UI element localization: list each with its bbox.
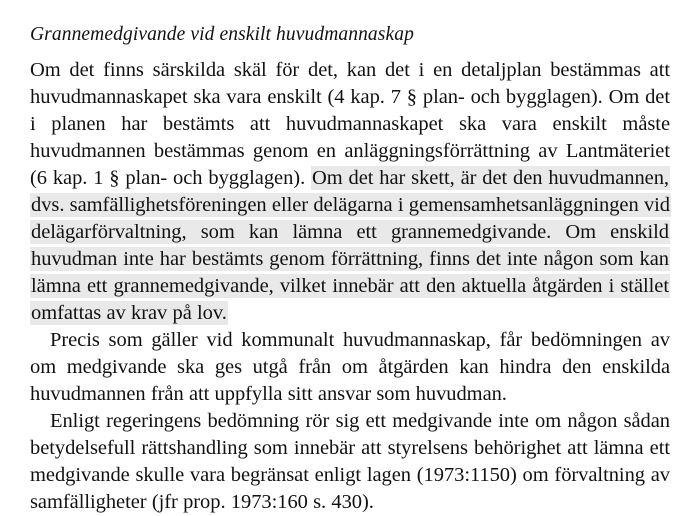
paragraph-2-segment-plain: Precis som gäller vid kommunalt huvudmannaskap, får bedömningen av om medgivande ska ges utgå från om åtgärden kan hindra den enskilda huvudmannen från att uppfylla sitt ansvar som huvudman.: [30, 329, 670, 405]
section-heading: Grannemedgivande vid enskilt huvudmannaskap: [30, 24, 414, 45]
paragraph-1: [30, 57, 670, 327]
paragraph-1-segment-plain: Om det finns särskilda skäl för det, kan det i en detaljplan bestämmas att huvudmannaskapet ska vara enskilt (4 kap. 7 § plan- och bygglagen). Om det i planen har bestämts att huvudmannaskapet ska vara enskilt måste huvudmannen bestämmas genom en anläggningsförrättning av Lantmäteriet (6 kap. 1 § plan- och bygglagen).: [30, 59, 670, 189]
paragraph-1-segment-highlighted: Om det har skett, är det den huvudmannen, dvs. samfällighetsföreningen eller delägarna i gemensamhetsanläggningen vid delägarförvaltning, som kan lämna ett grannemedgivande. Om enskild huvudman inte har bestämts genom förrättning, finns det inte någon som kan lämna ett grannemedgivande, vilket innebär att den aktuella åtgärden i stället omfattas av krav på lov.: [31, 167, 671, 324]
paragraph-3: [30, 408, 670, 516]
paragraph-2: [30, 327, 670, 408]
document-body: [30, 57, 670, 516]
paragraph-3-segment-plain: Enligt regeringens bedömning rör sig ett medgivande inte om någon sådan betydelsefull rättshandling som innebär att styrelsens behörighet att lämna ett medgivande skulle vara begränsat enligt lagen (1973:1150) om förvaltning av samfälligheter (jfr prop. 1973:160 s. 430).: [30, 410, 670, 513]
